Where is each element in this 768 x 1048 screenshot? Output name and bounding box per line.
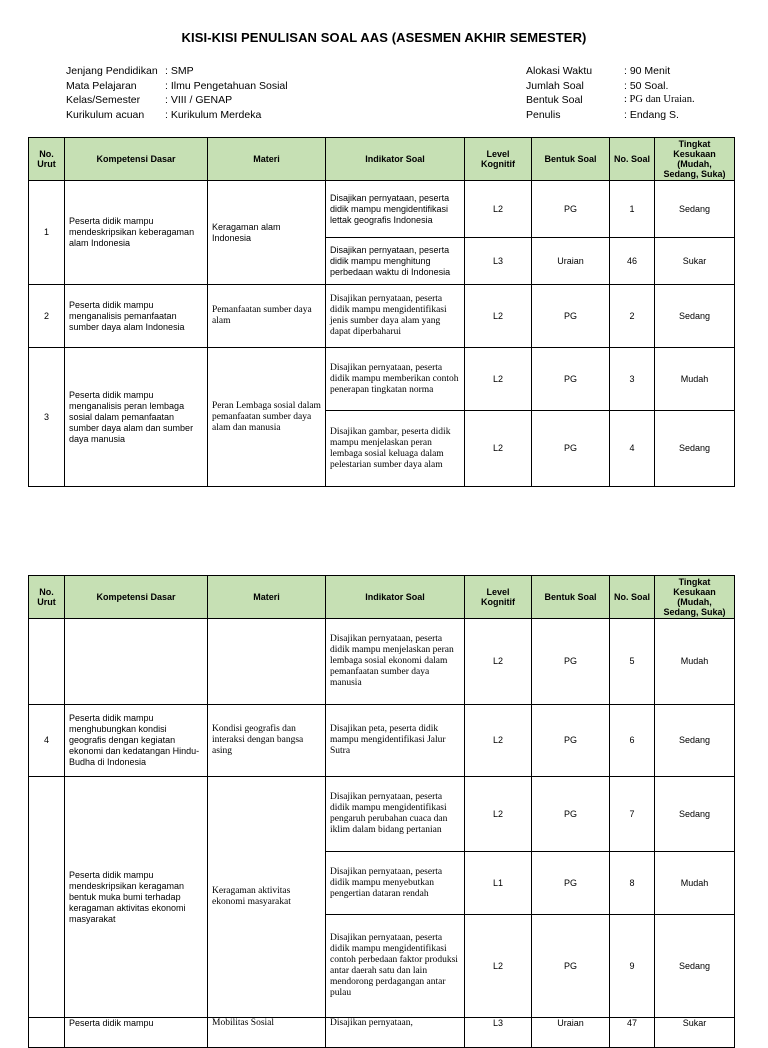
cell-no-soal: 8 bbox=[610, 852, 655, 915]
meta-right bbox=[526, 64, 695, 122]
cell-no-soal: 9 bbox=[610, 915, 655, 1018]
cell-bentuk: Uraian bbox=[532, 238, 610, 285]
cell-bentuk: PG bbox=[532, 181, 610, 238]
header-kompetensi: Kompetensi Dasar bbox=[65, 576, 208, 619]
cell-no-soal: 6 bbox=[610, 705, 655, 777]
cell-tingkat: Sedang bbox=[655, 705, 735, 777]
cell-tingkat: Mudah bbox=[655, 348, 735, 411]
cell-no-urut: 3 bbox=[29, 348, 65, 487]
cell-materi-empty bbox=[208, 619, 326, 705]
table-row bbox=[29, 619, 735, 705]
cell-tingkat: Sedang bbox=[655, 915, 735, 1018]
cell-bentuk: PG bbox=[532, 619, 610, 705]
table-row bbox=[29, 285, 735, 348]
cell-materi: Pemanfaatan sumber daya alam bbox=[208, 285, 326, 348]
kisi-table-1 bbox=[28, 137, 735, 487]
meta-label: Alokasi Waktu bbox=[526, 65, 593, 77]
cell-kompetensi: Peserta didik mampu menganalisis pemanfaatan sumber daya alam Indonesia bbox=[65, 285, 208, 348]
cell-no-urut-empty bbox=[29, 619, 65, 705]
cell-indikator: Disajikan pernyataan, peserta didik mampu menyebutkan pengertian dataran rendah bbox=[326, 852, 465, 915]
cell-bentuk: PG bbox=[532, 852, 610, 915]
cell-indikator: Disajikan pernyataan, peserta didik mampu mengidentifikasi pengaruh perubahan cuaca dan iklim dalam bidang pertanian bbox=[326, 777, 465, 852]
cell-tingkat: Sedang bbox=[655, 285, 735, 348]
cell-level: L1 bbox=[465, 852, 532, 915]
cell-no-urut: 1 bbox=[29, 181, 65, 285]
cell-tingkat: Mudah bbox=[655, 852, 735, 915]
header-no-urut: No. Urut bbox=[29, 576, 65, 619]
header-no-soal: No. Soal bbox=[610, 576, 655, 619]
header-indikator: Indikator Soal bbox=[326, 576, 465, 619]
meta-label: Kelas/Semester bbox=[66, 94, 141, 106]
header-materi: Materi bbox=[208, 138, 326, 181]
cell-level: L2 bbox=[465, 181, 532, 238]
cell-level: L2 bbox=[465, 411, 532, 487]
cell-level: L2 bbox=[465, 705, 532, 777]
kisi-table-2 bbox=[28, 575, 735, 1048]
header-bentuk: Bentuk Soal bbox=[532, 576, 610, 619]
header-level: Level Kognitif bbox=[465, 138, 532, 181]
cell-bentuk: Uraian bbox=[532, 1018, 610, 1048]
cell-level: L2 bbox=[465, 777, 532, 852]
cell-indikator: Disajikan pernyataan, peserta didik mampu memberikan contoh penerapan tingkatan norma bbox=[326, 348, 465, 411]
cell-indikator: Disajikan pernyataan, peserta didik mampu mengidentifikasi jenis sumber daya alam yang dapat diperbaharui bbox=[326, 285, 465, 348]
cell-tingkat: Sedang bbox=[655, 411, 735, 487]
cell-no-soal: 2 bbox=[610, 285, 655, 348]
table-row bbox=[29, 705, 735, 777]
cell-level: L2 bbox=[465, 619, 532, 705]
meta-label: Kurikulum acuan bbox=[66, 108, 145, 121]
meta-row-mapel bbox=[66, 79, 288, 94]
table-row bbox=[29, 777, 735, 852]
meta-row-alokasi bbox=[526, 64, 695, 79]
cell-no-soal: 4 bbox=[610, 411, 655, 487]
table-header-row bbox=[29, 138, 735, 181]
cell-level: L2 bbox=[465, 285, 532, 348]
table-row-partial bbox=[29, 1018, 735, 1048]
cell-kompetensi: Peserta didik mampu mendeskripsikan keberagaman alam Indonesia bbox=[65, 181, 208, 285]
meta-row-jenjang bbox=[66, 64, 288, 79]
meta-value: : Endang S. bbox=[624, 108, 679, 121]
meta-label: Bentuk Soal bbox=[526, 94, 583, 106]
cell-no-urut-empty bbox=[29, 1018, 65, 1048]
cell-materi: Mobilitas Sosial bbox=[208, 1018, 326, 1048]
header-no-soal: No. Soal bbox=[610, 138, 655, 181]
meta-label: Jenjang Pendidikan bbox=[66, 65, 158, 77]
header-indikator: Indikator Soal bbox=[326, 138, 465, 181]
header-bentuk: Bentuk Soal bbox=[532, 138, 610, 181]
cell-kompetensi: Peserta didik mampu menghubungkan kondisi geografis dengan kegiatan ekonomi dan kedatangan Hindu-Budha di Indonesia bbox=[65, 705, 208, 777]
meta-row-jumlah bbox=[526, 79, 695, 94]
cell-indikator: Disajikan pernyataan, peserta didik mampu menghitung perbedaan waktu di Indonesia bbox=[326, 238, 465, 285]
cell-kompetensi: Peserta didik mampu bbox=[65, 1018, 208, 1048]
cell-no-soal: 7 bbox=[610, 777, 655, 852]
cell-bentuk: PG bbox=[532, 705, 610, 777]
cell-indikator: Disajikan gambar, peserta didik mampu menjelaskan peran lembaga sosial keluaga dalam pelestarian sumber daya alam bbox=[326, 411, 465, 487]
cell-level: L2 bbox=[465, 348, 532, 411]
cell-no-soal: 1 bbox=[610, 181, 655, 238]
header-materi: Materi bbox=[208, 576, 326, 619]
cell-tingkat: Sukar bbox=[655, 238, 735, 285]
cell-bentuk: PG bbox=[532, 777, 610, 852]
cell-bentuk: PG bbox=[532, 915, 610, 1018]
cell-no-urut: 2 bbox=[29, 285, 65, 348]
cell-materi: Kondisi geografis dan interaksi dengan bangsa asing bbox=[208, 705, 326, 777]
meta-value: : Kurikulum Merdeka bbox=[165, 108, 262, 121]
meta-label: Penulis bbox=[526, 108, 561, 121]
header-tingkat: Tingkat Kesukaan (Mudah, Sedang, Suka) bbox=[655, 576, 735, 619]
cell-indikator: Disajikan pernyataan, peserta didik mampu mengidentifikasi lettak geografis Indonesia bbox=[326, 181, 465, 238]
document-title: KISI-KISI PENULISAN SOAL AAS (ASESMEN AKHIR SEMESTER) bbox=[181, 30, 587, 45]
header-no-urut: No. Urut bbox=[29, 138, 65, 181]
cell-tingkat: Sukar bbox=[655, 1018, 735, 1048]
header-kompetensi: Kompetensi Dasar bbox=[65, 138, 208, 181]
cell-tingkat: Sedang bbox=[655, 181, 735, 238]
meta-value: : 50 Soal. bbox=[624, 79, 669, 92]
table-header-row bbox=[29, 576, 735, 619]
meta-value: : PG dan Uraian. bbox=[624, 94, 695, 105]
cell-no-soal: 5 bbox=[610, 619, 655, 705]
cell-indikator: Disajikan pernyataan, bbox=[326, 1018, 465, 1048]
meta-row-bentuk bbox=[526, 93, 695, 108]
cell-indikator: Disajikan pernyataan, peserta didik mampu menjelaskan peran lembaga sosial ekonomi dalam pemanfaatan sumber daya manusia bbox=[326, 619, 465, 705]
header-level: Level Kognitif bbox=[465, 576, 532, 619]
cell-tingkat: Sedang bbox=[655, 777, 735, 852]
cell-no-soal: 46 bbox=[610, 238, 655, 285]
cell-materi: Peran Lembaga sosial dalam pemanfaatan sumber daya alam dan manusia bbox=[208, 348, 326, 487]
header-tingkat: Tingkat Kesukaan (Mudah, Sedang, Suka) bbox=[655, 138, 735, 181]
cell-indikator: Disajikan pernyataan, peserta didik mampu mengidentifikasi contoh perbedaan faktor produksi antar daerah satu dan lain mendorong perdagangan antar pulau bbox=[326, 915, 465, 1018]
meta-value: : VIII / GENAP bbox=[165, 94, 233, 106]
cell-no-urut-empty bbox=[29, 777, 65, 1018]
cell-bentuk: PG bbox=[532, 285, 610, 348]
cell-no-soal: 47 bbox=[610, 1018, 655, 1048]
table-row bbox=[29, 348, 735, 411]
cell-no-urut: 4 bbox=[29, 705, 65, 777]
cell-no-soal: 3 bbox=[610, 348, 655, 411]
cell-level: L2 bbox=[465, 915, 532, 1018]
meta-left bbox=[66, 64, 288, 122]
cell-indikator: Disajikan peta, peserta didik mampu mengidentifikasi Jalur Sutra bbox=[326, 705, 465, 777]
meta-label: Jumlah Soal bbox=[526, 79, 584, 92]
cell-bentuk: PG bbox=[532, 411, 610, 487]
cell-tingkat: Mudah bbox=[655, 619, 735, 705]
cell-kompetensi: Peserta didik mampu menganalisis peran lembaga sosial dalam pemanfaatan sumber daya alam dan sumber daya manusia bbox=[65, 348, 208, 487]
cell-materi: Keragaman alam Indonesia bbox=[208, 181, 326, 285]
meta-label: Mata Pelajaran bbox=[66, 79, 137, 92]
cell-level: L3 bbox=[465, 238, 532, 285]
cell-materi: Keragaman aktivitas ekonomi masyarakat bbox=[208, 777, 326, 1018]
cell-level: L3 bbox=[465, 1018, 532, 1048]
meta-row-kelas bbox=[66, 93, 288, 108]
cell-kompetensi: Peserta didik mampu mendeskripsikan keragaman bentuk muka bumi terhadap keragaman aktivitas ekonomi masyarakat bbox=[65, 777, 208, 1018]
meta-value: : 90 Menit bbox=[624, 65, 671, 77]
meta-value: : Ilmu Pengetahuan Sosial bbox=[165, 79, 288, 92]
meta-value: : SMP bbox=[165, 65, 194, 77]
meta-row-kurikulum bbox=[66, 108, 288, 123]
table-row bbox=[29, 181, 735, 238]
cell-bentuk: PG bbox=[532, 348, 610, 411]
meta-row-penulis bbox=[526, 108, 695, 123]
cell-kompetensi-empty bbox=[65, 619, 208, 705]
